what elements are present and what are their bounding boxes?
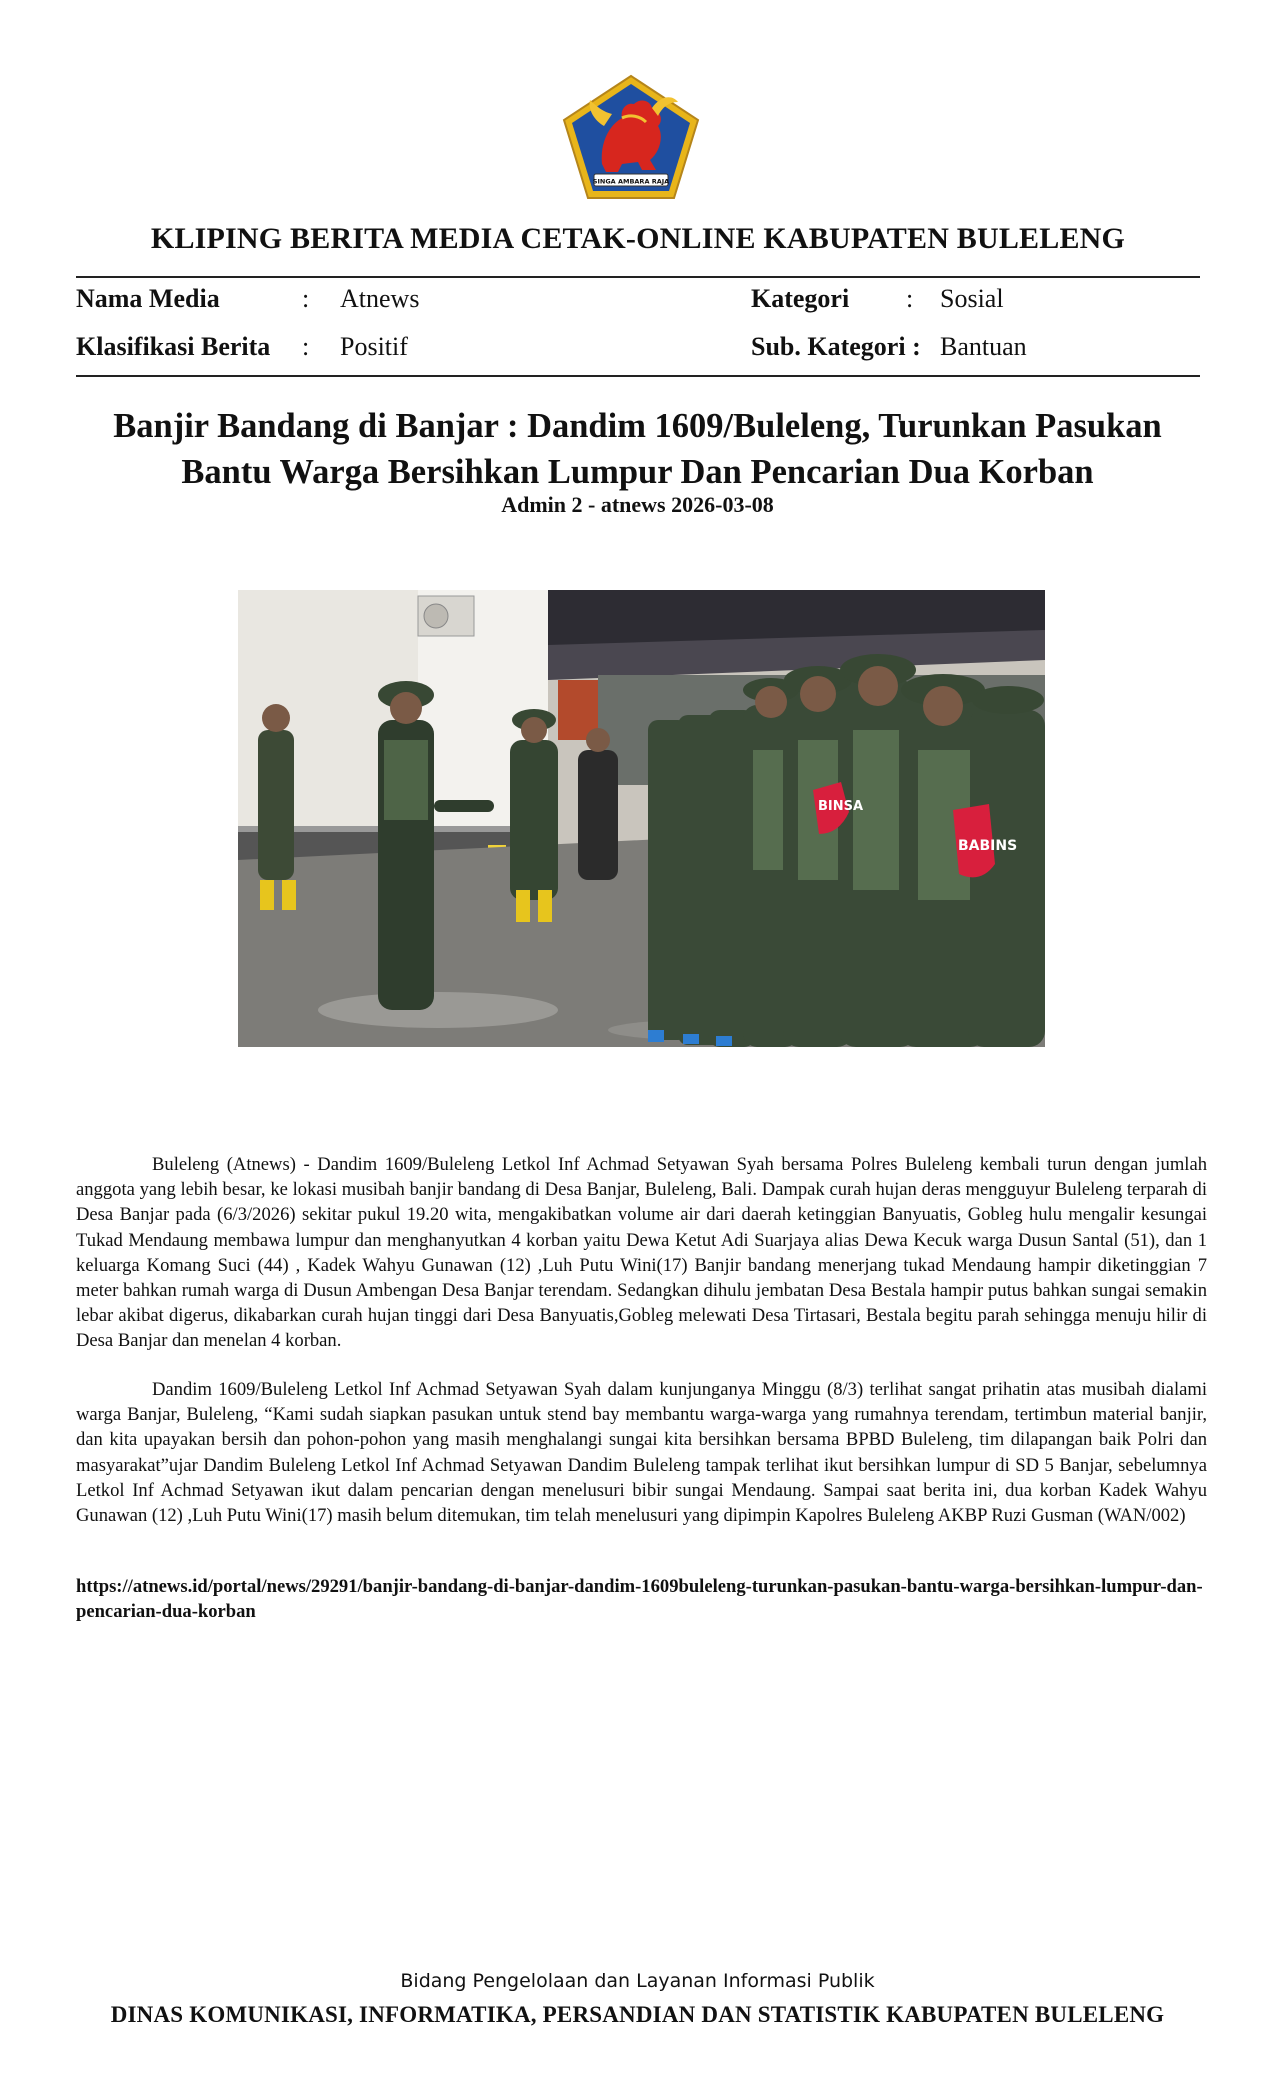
subcategory-label: Sub. Kategori :	[751, 332, 921, 361]
classification-label-row	[76, 332, 270, 362]
subcategory-label-row	[751, 332, 921, 362]
document-header-title: KLIPING BERITA MEDIA CETAK-ONLINE KABUPATEN BULELENG	[150, 222, 1126, 255]
article-title	[60, 403, 1215, 495]
logo-motto: SINGA AMBARA RAJA	[592, 177, 670, 186]
classification-value: Positif	[340, 332, 408, 361]
photo-patch-left: BINSA	[818, 799, 864, 814]
article-photo	[238, 590, 1045, 1047]
article-title-line-2: Bantu Warga Bersihkan Lumpur Dan Pencarian Dua Korban	[181, 453, 1094, 491]
article-byline: Admin 2 - atnews 2026-03-08	[501, 492, 774, 517]
media-separator: :	[302, 284, 310, 313]
article-paragraph-1: Buleleng (Atnews) - Dandim 1609/Buleleng Letkol Inf Achmad Setyawan Syah bersama Polres Buleleng kembali turun dengan jumlah anggota yang lebih besar, ke lokasi musibah banjir bandang di Desa Banjar, Buleleng, Bali. Dampak curah hujan deras mengguyur Buleleng terparah di Desa Banjar pada (6/3/2026) sekitar pukul 19.20 wita, mengakibatkan volume air dari daerah ketinggian Banyuatis, Gobleg hulu mengalir kesungai Tukad Mendaung membawa lumpur dan menghanyutkan 4 korban yaitu Dewa Ketut Adi Suarjaya alias Dewa Kecuk warga Dusun Santal (51), dan 1 keluarga Komang Suci (44) , Kadek Wahyu Gunawan (12) ,Luh Putu Wini(17) Banjir bandang menerjang tukad Mendaung hampir diketinggian 7 meter bahkan rumah warga di Dusun Ambengan Desa Banjar terendam. Sedangkan dihulu jembatan Desa Bestala hampir putus bahkan sungai semakin lebar akibat digerus, dikabarkan curah hujan tinggi dari Desa Banyuatis,Gobleg melewati Desa Tirtasari, Bestala begitu parah sehingga menuju hilir di Desa Banjar dan menelan 4 korban.	[76, 1154, 1207, 1352]
classification-separator: :	[302, 332, 310, 361]
category-separator: :	[906, 284, 914, 313]
article-paragraph-1-block	[76, 1152, 1207, 1354]
article-paragraph-2-block	[76, 1377, 1207, 1528]
header-divider-bottom	[76, 375, 1200, 377]
media-value: Atnews	[340, 284, 420, 313]
category-label: Kategori	[751, 284, 850, 313]
article-paragraph-2: Dandim 1609/Buleleng Letkol Inf Achmad Setyawan Syah dalam kunjunganya Minggu (8/3) terlihat sangat prihatin atas musibah dialami warga Banjar, Buleleng, “Kami sudah siapkan pasukan untuk stend bay membantu warga-warga yang rumahnya terendam, tertimbun material banjir, dan kita upayakan bersih dan pohon-pohon yang masih menghalangi sungai kita bersihkan bersama BPBD Buleleng, tim dilapangan baik Polri dan masyarakat”ujar Dandim Buleleng Letkol Inf Achmad Setyawan Dandim Buleleng tampak terlihat ikut bersihkan lumpur di SD 5 Banjar, sebelumnya Letkol Inf Achmad Setyawan ikut dalam pencarian dengan menelusuri bibir sungai Mendaung. Sampai saat berita ini, dua korban Kadek Wahyu Gunawan (12) ,Luh Putu Wini(17) masih belum ditemukan, tim telah menelusuri yang dipimpin Kapolres Buleleng AKBP Ruzi Gusman (WAN/002)	[76, 1379, 1207, 1527]
category-value: Sosial	[940, 284, 1004, 313]
media-label: Nama Media	[76, 284, 220, 313]
footer-title: DINAS KOMUNIKASI, INFORMATIKA, PERSANDIAN DAN STATISTIK KABUPATEN BULELENG	[110, 2002, 1165, 2027]
source-url-link[interactable]: https://atnews.id/portal/news/29291/banjir-bandang-di-banjar-dandim-1609buleleng-turunkan-pasukan-bantu-warga-bersihkan-lumpur-dan-pencarian-dua-korban	[76, 1576, 1203, 1622]
media-label-row	[76, 284, 220, 314]
category-label-row	[751, 284, 849, 314]
subcategory-value: Bantuan	[940, 332, 1027, 361]
header-divider-top	[76, 276, 1200, 278]
footer-subtitle: Bidang Pengelolaan dan Layanan Informasi Publik	[400, 1970, 875, 1992]
article-title-line-1: Banjir Bandang di Banjar : Dandim 1609/Buleleng, Turunkan Pasukan	[113, 407, 1162, 445]
classification-label: Klasifikasi Berita	[76, 332, 271, 361]
photo-patch-right: BABINS	[958, 838, 1018, 854]
buleleng-regency-logo	[560, 74, 702, 202]
